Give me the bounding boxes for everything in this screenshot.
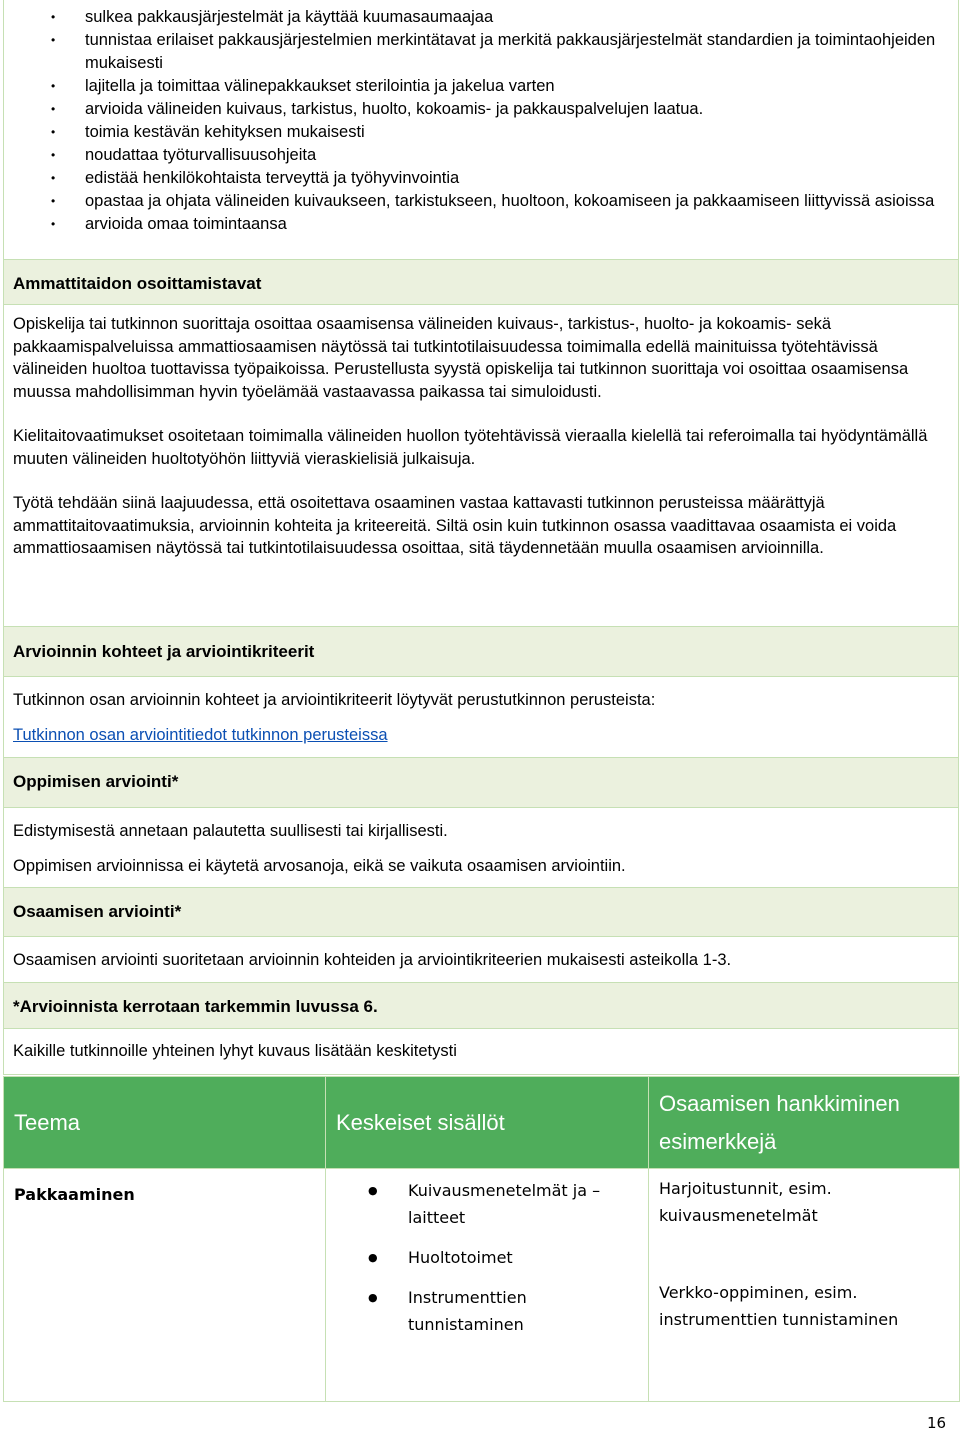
contents-list xyxy=(326,1169,640,1338)
example-text: Harjoitustunnit, esim. kuivausmenetelmät xyxy=(659,1179,832,1225)
paragraph: Oppimisen arvioinnissa ei käytetä arvosanoja, eikä se vaikuta osaamisen arviointiin. xyxy=(13,856,626,875)
table-header: Teema xyxy=(4,1077,326,1169)
competence-heading-row xyxy=(4,887,958,936)
list-item: • lajitella ja toimittaa välinepakkaukset sterilointia ja jakelua varten xyxy=(13,75,949,98)
paragraph: Työtä tehdään siinä laajuudessa, että osoitettava osaaminen vastaa kattavasti tutkinnon perusteissa määrättyjä ammattitaitovaatimuksia, arvioinnin kohteita ja kriteereitä. Siltä osin kuin tutkinnon osassa vaadittavaa osaamista ei voida ammattiosaamisen näytössä tai tutkintotilaisuudessa osoittaa, sitä täydennetään muulla osaamisen arvioinnilla. xyxy=(13,494,897,557)
paragraph: Osaamisen arviointi suoritetaan arvioinnin kohteiden ja arviointikriteerien mukaisesti asteikolla 1-3. xyxy=(13,951,732,969)
skills-list-row xyxy=(4,0,958,259)
skills-list xyxy=(13,0,949,240)
list-item: • opastaa ja ohjata välineiden kuivaukseen, tarkistukseen, huoltoon, kokoamiseen ja pakkaamiseen liittyvissä asioissa xyxy=(13,190,949,213)
paragraph: Kaikille tutkinnoille yhteinen lyhyt kuvaus lisätään keskitetysti xyxy=(13,1042,457,1060)
example-text: Verkko-oppiminen, esim. instrumenttien tunnistaminen xyxy=(659,1283,899,1329)
table-header: Keskeiset sisällöt xyxy=(326,1077,649,1169)
criteria-text-row xyxy=(4,676,958,757)
table-header: Osaamisen hankkiminen esimerkkejä xyxy=(649,1077,960,1169)
list-item: • toimia kestävän kehityksen mukaisesti xyxy=(13,121,949,144)
list-item: ● Huoltotoimet xyxy=(326,1244,640,1271)
paragraph: Tutkinnon osan arvioinnin kohteet ja arviointikriteerit löytyvät perustutkinnon perusteista: xyxy=(13,691,656,709)
section-heading: Arvioinnin kohteet ja arviointikriteerit xyxy=(13,642,315,661)
paragraph: Opiskelija tai tutkinnon suorittaja osoittaa osaamisensa välineiden kuivaus-, tarkistus-, huolto- ja kokoamis- sekä pakkaamispalveluissa ammattiosaamisen näytössä tai tutkintotilaisuudessa toimimalla edellä mainituissa työtehtävissä välineiden huoltoa tuottavissa työpaikoissa. Perustellusta syystä opiskelija tai tutkinnon suorittaja voi osoittaa osaamisensa muussa mahdollisimman hyvin työelämää vastaavassa paikassa tai simuloidusti. xyxy=(13,315,909,401)
list-item: • sulkea pakkausjärjestelmät ja käyttää kuumasaumaajaa xyxy=(13,6,949,29)
paragraph: Edistymisestä annetaan palautetta suullisesti tai kirjallisesti. xyxy=(13,822,448,840)
theme-table xyxy=(3,1076,960,1402)
table-header-row xyxy=(4,1077,960,1169)
list-item: • tunnistaa erilaiset pakkausjärjestelmien merkintätavat ja merkitä pakkausjärjestelmät standardien ja toimintaohjeiden mukaisesti xyxy=(13,29,949,75)
section-heading: Osaamisen arviointi* xyxy=(13,902,182,921)
document-frame xyxy=(3,0,959,1075)
learning-heading-row xyxy=(4,757,958,807)
summary-row xyxy=(4,1028,958,1074)
criteria-heading-row xyxy=(4,626,958,676)
learning-text-row xyxy=(4,807,958,887)
demo-text-row xyxy=(4,304,958,626)
section-heading: Oppimisen arviointi* xyxy=(13,772,179,791)
note-row xyxy=(4,982,958,1028)
list-item: ● Kuivausmenetelmät ja – laitteet xyxy=(326,1177,640,1231)
list-item: • edistää henkilökohtaista terveyttä ja työhyvinvointia xyxy=(13,167,949,190)
list-item: ● Instrumenttien tunnistaminen xyxy=(326,1284,640,1338)
competence-text-row xyxy=(4,936,958,982)
table-row xyxy=(4,1169,960,1402)
list-item: • arvioida omaa toimintaansa xyxy=(13,213,949,236)
list-item: • arvioida välineiden kuivaus, tarkistus, huolto, kokoamis- ja pakkauspalvelujen laatua. xyxy=(13,98,949,121)
list-item: • noudattaa työturvallisuusohjeita xyxy=(13,144,949,167)
note-text: *Arvioinnista kerrotaan tarkemmin luvussa 6. xyxy=(13,997,378,1016)
demo-heading-row xyxy=(4,259,958,304)
page-number: 16 xyxy=(927,1414,947,1432)
criteria-link[interactable]: Tutkinnon osan arviointitiedot tutkinnon perusteissa xyxy=(13,725,388,744)
paragraph: Kielitaitovaatimukset osoitetaan toimimalla välineiden huollon työtehtävissä vieraalla kielellä tai referoimalla tai hyödyntämällä muuten välineiden huoltotyöhön liittyviä vieraskielisiä julkaisuja. xyxy=(13,427,928,468)
theme-cell: Pakkaaminen xyxy=(14,1185,135,1204)
section-heading: Ammattitaidon osoittamistavat xyxy=(13,274,262,293)
